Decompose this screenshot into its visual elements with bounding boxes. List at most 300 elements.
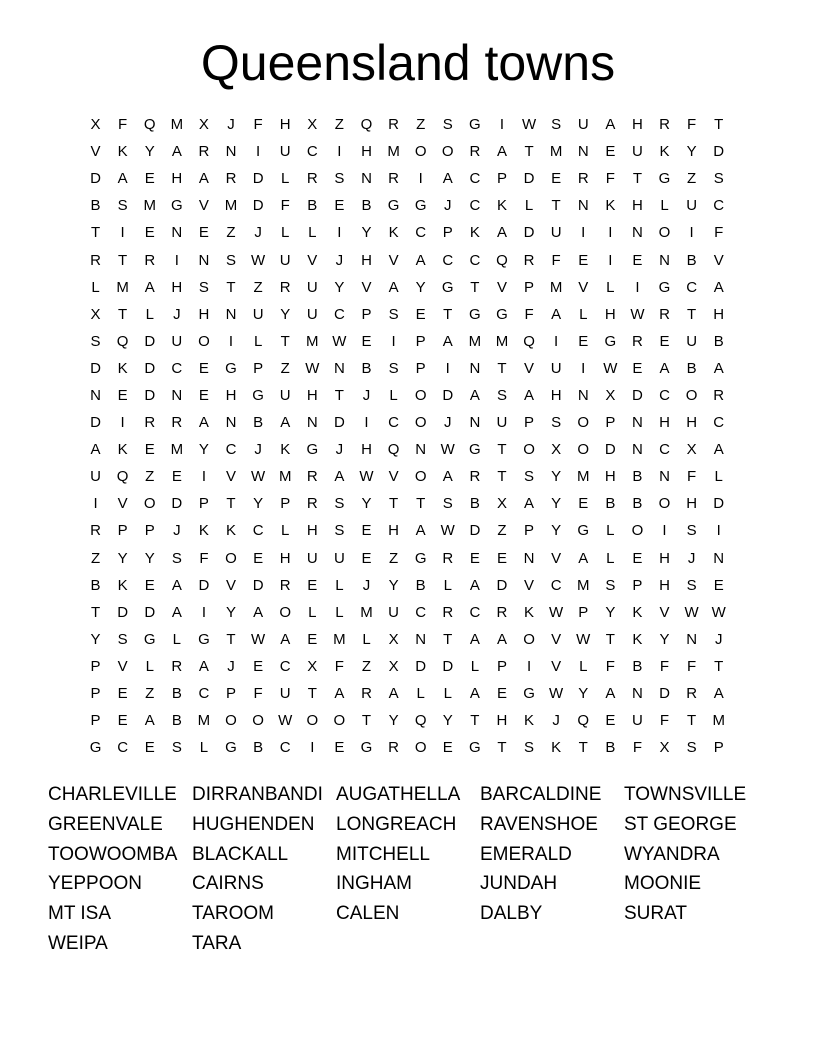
grid-letter: J (444, 414, 452, 432)
grid-letter: V (496, 278, 507, 296)
grid-letter: R (225, 170, 237, 188)
grid-letter: E (659, 332, 670, 350)
grid-letter: S (442, 116, 453, 134)
grid-letter: L (606, 522, 615, 540)
grid-letter: Q (143, 116, 156, 134)
grid-letter: D (469, 522, 481, 540)
grid-letter: J (254, 224, 262, 242)
grid-letter: Q (360, 116, 373, 134)
grid-letter: W (278, 712, 293, 730)
grid-letter: E (496, 549, 507, 567)
grid-letter: R (279, 576, 291, 594)
grid-letter: O (523, 630, 535, 648)
grid-letter: G (225, 739, 237, 757)
grid-letter: G (225, 359, 237, 377)
grid-letter: S (226, 251, 237, 269)
grid-letter: H (604, 468, 616, 486)
grid-row (82, 355, 732, 382)
grid-letter: Z (226, 224, 236, 242)
grid-letter: K (551, 739, 562, 757)
grid-letter: B (415, 576, 426, 594)
grid-letter: P (496, 170, 507, 188)
grid-letter: E (469, 549, 480, 567)
grid-letter: R (469, 468, 481, 486)
grid-letter: D (90, 359, 101, 377)
grid-letter: G (469, 116, 481, 134)
grid-letter: K (632, 603, 643, 621)
grid-letter: C (550, 576, 562, 594)
grid-letter: O (198, 332, 210, 350)
grid-letter: K (117, 576, 128, 594)
grid-letter: U (632, 712, 643, 730)
grid-letter: O (577, 441, 590, 459)
grid-letter: I (716, 522, 721, 540)
grid-letter: P (713, 739, 724, 757)
grid-letter: E (632, 359, 643, 377)
grid-letter: U (279, 251, 291, 269)
grid-letter: W (332, 332, 347, 350)
grid-letter: S (198, 278, 209, 296)
grid-letter: Y (280, 305, 291, 323)
word-list (48, 780, 788, 959)
grid-letter: J (444, 197, 452, 215)
grid-letter: V (551, 549, 562, 567)
grid-letter: B (469, 495, 480, 513)
grid-letter: Z (145, 468, 155, 486)
grid-letter: B (307, 197, 318, 215)
grid-letter: W (684, 603, 699, 621)
grid-letter: T (714, 116, 724, 134)
grid-letter: M (549, 143, 563, 161)
grid-letter: N (577, 197, 589, 215)
grid-letter: G (469, 305, 481, 323)
grid-letter: E (442, 739, 453, 757)
grid-letter: J (687, 549, 696, 567)
grid-letter: W (440, 522, 455, 540)
grid-letter: P (144, 522, 155, 540)
grid-letter: A (171, 603, 182, 621)
word-list-item: RAVENSHOE (480, 813, 598, 835)
grid-letter: C (388, 414, 399, 432)
grid-letter: W (251, 468, 266, 486)
grid-letter: A (713, 359, 724, 377)
grid-letter: J (173, 305, 181, 323)
grid-letter: H (659, 549, 670, 567)
grid-letter: T (226, 630, 236, 648)
grid-letter: N (686, 630, 698, 648)
grid-letter: F (659, 712, 670, 730)
grid-letter: I (608, 251, 613, 269)
grid-letter: I (174, 251, 179, 269)
grid-letter: T (334, 386, 344, 404)
grid-letter: S (686, 576, 697, 594)
grid-letter: B (686, 359, 697, 377)
grid-letter: O (631, 522, 644, 540)
grid-letter: P (524, 414, 535, 432)
grid-letter: T (416, 495, 426, 513)
grid-letter: U (279, 143, 291, 161)
grid-letter: L (281, 170, 290, 188)
grid-letter: P (442, 224, 453, 242)
grid-letter: D (90, 414, 101, 432)
grid-letter: X (307, 657, 318, 675)
grid-letter: M (143, 197, 156, 215)
grid-letter: P (90, 685, 101, 703)
grid-letter: K (524, 712, 535, 730)
grid-letter: Q (387, 441, 400, 459)
grid-letter: D (144, 386, 156, 404)
grid-letter: C (333, 305, 345, 323)
grid-letter: O (414, 414, 427, 432)
grid-letter: G (658, 170, 671, 188)
grid-letter: A (524, 386, 535, 404)
grid-letter: Z (497, 522, 507, 540)
grid-letter: K (117, 441, 128, 459)
grid-letter: T (280, 332, 290, 350)
grid-letter: Z (253, 278, 263, 296)
grid-letter: Y (415, 278, 426, 296)
grid-letter: G (360, 739, 373, 757)
grid-letter: H (659, 414, 670, 432)
grid-letter: E (578, 495, 589, 513)
grid-letter: R (198, 143, 210, 161)
grid-letter: R (659, 305, 670, 323)
grid-letter: C (442, 251, 454, 269)
grid-letter: N (632, 414, 643, 432)
grid-letter: A (469, 630, 480, 648)
grid-letter: E (117, 685, 128, 703)
word-list-item: AUGATHELLA (336, 784, 461, 805)
grid-letter: R (496, 603, 508, 621)
grid-letter: D (523, 170, 535, 188)
grid-letter: R (90, 251, 101, 269)
grid-letter: A (280, 630, 291, 648)
grid-letter: Y (226, 603, 237, 621)
grid-letter: U (686, 197, 698, 215)
grid-letter: H (171, 278, 183, 296)
grid-letter: Y (388, 576, 399, 594)
grid-letter: Q (577, 712, 590, 730)
grid-letter: N (659, 468, 670, 486)
grid-letter: S (117, 197, 128, 215)
grid-letter: I (120, 414, 125, 432)
grid-letter: R (306, 468, 318, 486)
grid-letter: S (171, 739, 182, 757)
word-list-item: CALEN (336, 903, 400, 925)
grid-letter: S (686, 522, 697, 540)
grid-letter: I (337, 224, 342, 242)
grid-letter: Y (361, 224, 372, 242)
grid-letter: P (253, 359, 264, 377)
grid-letter: V (713, 251, 724, 269)
grid-letter: S (334, 495, 345, 513)
grid-letter: D (117, 603, 129, 621)
grid-letter: Q (496, 251, 508, 269)
grid-letter: A (144, 278, 155, 296)
grid-letter: J (552, 712, 560, 730)
grid-letter: W (251, 630, 266, 648)
grid-letter: M (306, 332, 319, 350)
grid-letter: K (659, 143, 670, 161)
grid-letter: R (279, 278, 291, 296)
grid-letter: A (605, 685, 616, 703)
grid-letter: I (499, 116, 505, 134)
grid-letter: G (658, 278, 671, 296)
grid-letter: A (496, 630, 507, 648)
grid-letter: L (606, 549, 615, 567)
grid-letter: G (441, 278, 454, 296)
grid-letter: H (686, 495, 698, 513)
grid-letter: R (388, 116, 399, 134)
grid-letter: V (388, 468, 399, 486)
grid-letter: G (414, 549, 427, 567)
grid-letter: U (306, 278, 318, 296)
grid-letter: N (632, 224, 643, 242)
grid-letter: B (632, 468, 643, 486)
grid-letter: E (253, 549, 264, 567)
grid-letter: T (90, 603, 101, 621)
grid-letter: M (333, 630, 346, 648)
grid-letter: B (90, 197, 101, 215)
grid-letter: T (443, 305, 453, 323)
grid-letter: N (333, 359, 345, 377)
word-list-item: YEPPOON (48, 873, 142, 895)
grid-row (82, 572, 732, 599)
grid-letter: A (415, 522, 426, 540)
grid-letter: U (252, 305, 264, 323)
grid-letter: Y (442, 712, 453, 730)
grid-letter: E (632, 251, 643, 269)
grid-letter: D (252, 576, 264, 594)
grid-letter: F (687, 657, 697, 675)
grid-letter: U (550, 359, 562, 377)
grid-letter: I (581, 359, 586, 377)
word-list-item: JUNDAH (480, 873, 558, 895)
grid-letter: E (605, 712, 616, 730)
grid-letter: A (90, 441, 101, 459)
grid-letter: G (469, 739, 481, 757)
grid-letter: E (361, 549, 372, 567)
grid-letter: L (253, 332, 263, 350)
grid-letter: S (686, 739, 697, 757)
grid-letter: F (687, 468, 697, 486)
grid-letter: I (120, 224, 125, 242)
grid-letter: N (225, 143, 237, 161)
grid-letter: J (254, 441, 262, 459)
grid-letter: X (605, 386, 616, 404)
grid-letter: E (632, 549, 643, 567)
grid-letter: M (224, 197, 238, 215)
grid-row (82, 301, 732, 328)
grid-letter: L (145, 657, 154, 675)
grid-letter: L (281, 224, 290, 242)
grid-letter: X (388, 657, 399, 675)
grid-letter: F (280, 197, 290, 215)
grid-letter: H (361, 441, 372, 459)
grid-letter: N (306, 414, 318, 432)
grid-letter: R (306, 170, 318, 188)
grid-letter: F (253, 116, 263, 134)
grid-letter: I (689, 224, 694, 242)
grid-letter: T (578, 739, 588, 757)
grid-letter: P (198, 495, 209, 513)
grid-letter: C (469, 170, 481, 188)
grid-letter: N (632, 441, 643, 459)
word-list-item: DIRRANBANDI (192, 784, 323, 805)
grid-letter: A (198, 414, 209, 432)
grid-letter: D (90, 170, 101, 188)
grid-letter: R (659, 116, 670, 134)
grid-letter: D (144, 332, 156, 350)
grid-letter: Z (361, 657, 372, 675)
grid-letter: R (442, 603, 454, 621)
grid-letter: A (171, 143, 182, 161)
grid-letter: E (198, 224, 209, 242)
grid-letter: F (551, 251, 561, 269)
grid-letter: W (630, 305, 645, 323)
grid-letter: M (468, 332, 482, 350)
grid-letter: L (524, 197, 534, 215)
grid-letter: G (252, 386, 264, 404)
grid-letter: P (632, 576, 643, 594)
grid-letter: T (497, 359, 507, 377)
grid-letter: G (306, 441, 319, 459)
grid-letter: E (578, 251, 589, 269)
grid-letter: A (171, 576, 182, 594)
grid-row (82, 653, 732, 680)
grid-letter: T (226, 495, 236, 513)
grid-letter: Q (523, 332, 535, 350)
word-list-item: BARCALDINE (480, 784, 602, 805)
grid-letter: U (686, 332, 698, 350)
grid-letter: L (443, 576, 452, 594)
grid-letter: E (144, 576, 155, 594)
grid-letter: T (470, 278, 480, 296)
word-list-item: ST GEORGE (624, 813, 737, 835)
grid-letter: F (687, 116, 697, 134)
grid-letter: P (496, 657, 507, 675)
grid-letter: C (171, 359, 183, 377)
grid-letter: B (253, 414, 264, 432)
grid-letter: L (199, 739, 209, 757)
grid-letter: W (251, 251, 266, 269)
grid-letter: V (226, 468, 237, 486)
grid-letter: W (711, 603, 726, 621)
grid-letter: Y (551, 522, 562, 540)
grid-letter: J (362, 386, 371, 404)
grid-letter: E (198, 359, 209, 377)
grid-letter: X (496, 495, 507, 513)
grid-letter: V (551, 657, 562, 675)
grid-letter: R (469, 143, 481, 161)
grid-letter: O (143, 495, 156, 513)
grid-letter: O (685, 386, 698, 404)
grid-letter: E (578, 332, 589, 350)
grid-letter: B (361, 197, 372, 215)
grid-row (82, 707, 732, 734)
grid-row (82, 165, 732, 192)
grid-letter: C (279, 657, 291, 675)
grid-letter: Y (117, 549, 128, 567)
grid-letter: C (659, 441, 670, 459)
grid-letter: O (658, 224, 671, 242)
grid-letter: D (144, 359, 156, 377)
grid-letter: O (523, 441, 535, 459)
grid-letter: H (496, 712, 508, 730)
grid-letter: G (414, 197, 427, 215)
word-list-item: TARA (192, 932, 242, 954)
grid-letter: Y (686, 143, 697, 161)
grid-letter: T (632, 170, 642, 188)
grid-letter: H (632, 197, 643, 215)
grid-letter: X (686, 441, 697, 459)
grid-letter: P (415, 359, 426, 377)
grid-letter: M (712, 712, 725, 730)
grid-row (82, 192, 732, 219)
word-list-item: MT ISA (48, 903, 111, 925)
grid-letter: H (604, 305, 616, 323)
grid-letter: C (415, 224, 427, 242)
grid-row (82, 599, 732, 626)
grid-letter: M (170, 116, 184, 134)
grid-letter: L (362, 630, 371, 648)
word-list-item: HUGHENDEN (192, 813, 315, 835)
grid-row (82, 463, 732, 490)
grid-letter: I (310, 739, 315, 757)
grid-letter: V (551, 630, 562, 648)
grid-letter: O (225, 549, 237, 567)
grid-letter: O (414, 468, 427, 486)
word-list-item: LONGREACH (336, 813, 457, 835)
grid-letter: A (334, 468, 345, 486)
grid-letter: S (551, 116, 562, 134)
grid-letter: S (117, 630, 128, 648)
grid-letter: V (361, 278, 372, 296)
grid-letter: R (144, 414, 156, 432)
grid-letter: H (279, 116, 291, 134)
grid-letter: G (496, 305, 508, 323)
grid-letter: R (388, 739, 399, 757)
grid-row (82, 490, 732, 517)
grid-row (82, 436, 732, 463)
page-title: Queensland towns (200, 35, 616, 91)
grid-letter: O (279, 603, 292, 621)
grid-letter: R (306, 495, 318, 513)
grid-row (82, 138, 732, 165)
grid-letter: T (497, 739, 507, 757)
grid-letter: Y (253, 495, 264, 513)
grid-letter: W (549, 685, 564, 703)
grid-letter: A (659, 359, 670, 377)
grid-letter: X (551, 441, 562, 459)
grid-letter: U (171, 332, 183, 350)
grid-letter: V (307, 251, 318, 269)
grid-letter: M (116, 278, 129, 296)
grid-letter: E (307, 630, 318, 648)
grid-letter: U (279, 685, 291, 703)
grid-letter: J (227, 116, 235, 134)
grid-letter: P (90, 712, 101, 730)
grid-letter: L (308, 224, 317, 242)
grid-letter: I (256, 143, 261, 161)
grid-letter: O (414, 386, 427, 404)
grid-letter: I (608, 224, 613, 242)
grid-letter: N (713, 549, 725, 567)
grid-letter: K (280, 441, 291, 459)
grid-letter: Y (605, 603, 616, 621)
grid-letter: R (171, 414, 183, 432)
grid-letter: R (632, 332, 643, 350)
